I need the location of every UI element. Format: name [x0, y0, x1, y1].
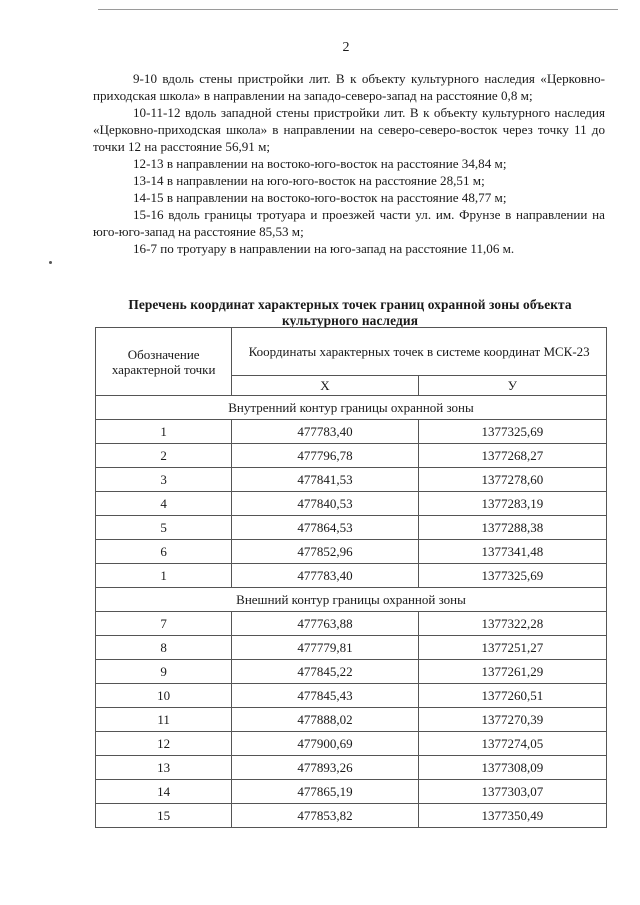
table-row: [96, 708, 607, 732]
point-cell: 1: [96, 420, 232, 444]
point-cell: 10: [96, 684, 232, 708]
top-rule: [98, 9, 618, 10]
x-cell: 477783,40: [232, 420, 418, 444]
paragraph: 12-13 в направлении на востоко-юго-восток на расстояние 34,84 м;: [133, 156, 507, 171]
paragraph: 13-14 в направлении на юго-юго-восток на расстояние 28,51 м;: [133, 173, 485, 188]
y-cell: 1377261,29: [418, 660, 606, 684]
page-number: 2: [342, 40, 350, 55]
point-cell: 8: [96, 636, 232, 660]
point-cell: 12: [96, 732, 232, 756]
section-title: Внешний контур границы охранной зоны: [96, 588, 607, 612]
point-cell: 5: [96, 516, 232, 540]
table-row: [96, 804, 607, 828]
table-row: [96, 780, 607, 804]
table-row: [96, 540, 607, 564]
body-text: [93, 70, 605, 257]
y-cell: 1377251,27: [418, 636, 606, 660]
y-cell: 1377260,51: [418, 684, 606, 708]
stray-mark: [49, 261, 52, 264]
x-cell: 477779,81: [232, 636, 418, 660]
y-cell: 1377341,48: [418, 540, 606, 564]
point-cell: 3: [96, 468, 232, 492]
table-row: [96, 492, 607, 516]
x-cell: 477900,69: [232, 732, 418, 756]
table-row: [96, 612, 607, 636]
x-cell: 477763,88: [232, 612, 418, 636]
x-cell: 477852,96: [232, 540, 418, 564]
y-cell: 1377325,69: [418, 420, 606, 444]
table-row: [96, 468, 607, 492]
table-header-row: [96, 328, 607, 376]
point-cell: 4: [96, 492, 232, 516]
y-cell: 1377270,39: [418, 708, 606, 732]
x-cell: 477796,78: [232, 444, 418, 468]
x-cell: 477845,43: [232, 684, 418, 708]
x-cell: 477853,82: [232, 804, 418, 828]
paragraph: 16-7 по тротуару в направлении на юго-запад на расстояние 11,06 м.: [133, 241, 515, 256]
table-row: [96, 564, 607, 588]
table-row: [96, 444, 607, 468]
y-cell: 1377303,07: [418, 780, 606, 804]
point-cell: 9: [96, 660, 232, 684]
point-cell: 13: [96, 756, 232, 780]
table-row: [96, 660, 607, 684]
point-cell: 2: [96, 444, 232, 468]
section-row: [96, 588, 607, 612]
x-cell: 477888,02: [232, 708, 418, 732]
y-cell: 1377278,60: [418, 468, 606, 492]
y-cell: 1377268,27: [418, 444, 606, 468]
paragraph: 9-10 вдоль стены пристройки лит. В к объекту культурного наследия «Церковно-приходская школа» в направлении на западо-северо-запад на расстояние 0,8 м;: [93, 71, 605, 103]
y-cell: 1377325,69: [418, 564, 606, 588]
y-header: У: [418, 376, 606, 396]
y-cell: 1377283,19: [418, 492, 606, 516]
coords-header: Координаты характерных точек в системе координат МСК-23: [232, 328, 607, 376]
paragraph: 10-11-12 вдоль западной стены пристройки лит. В к объекту культурного наследия «Церковно-приходская школа» в направлении на северо-северо-восток через точку 11 до точки 12 на расстояние 56,91 м;: [93, 105, 605, 154]
x-cell: 477783,40: [232, 564, 418, 588]
x-cell: 477893,26: [232, 756, 418, 780]
point-cell: 1: [96, 564, 232, 588]
point-cell: 6: [96, 540, 232, 564]
table-title: Перечень координат характерных точек границ охранной зоны объекта культурного наследия: [128, 297, 572, 328]
x-cell: 477865,19: [232, 780, 418, 804]
table-row: [96, 516, 607, 540]
point-cell: 7: [96, 612, 232, 636]
coordinates-table: [95, 327, 607, 828]
paragraph: 15-16 вдоль границы тротуара и проезжей части ул. им. Фрунзе в направлении на юго-юго-запад на расстояние 85,53 м;: [93, 207, 605, 239]
y-cell: 1377288,38: [418, 516, 606, 540]
section-title: Внутренний контур границы охранной зоны: [96, 396, 607, 420]
x-cell: 477845,22: [232, 660, 418, 684]
table-row: [96, 684, 607, 708]
point-header: Обозначение характерной точки: [96, 328, 232, 396]
y-cell: 1377322,28: [418, 612, 606, 636]
x-header: Х: [232, 376, 418, 396]
point-cell: 14: [96, 780, 232, 804]
table-row: [96, 420, 607, 444]
table-row: [96, 636, 607, 660]
y-cell: 1377308,09: [418, 756, 606, 780]
x-cell: 477841,53: [232, 468, 418, 492]
point-cell: 11: [96, 708, 232, 732]
table-row: [96, 732, 607, 756]
x-cell: 477864,53: [232, 516, 418, 540]
paragraph: 14-15 в направлении на востоко-юго-восток на расстояние 48,77 м;: [133, 190, 507, 205]
section-row: [96, 396, 607, 420]
table-row: [96, 756, 607, 780]
point-cell: 15: [96, 804, 232, 828]
y-cell: 1377274,05: [418, 732, 606, 756]
x-cell: 477840,53: [232, 492, 418, 516]
y-cell: 1377350,49: [418, 804, 606, 828]
